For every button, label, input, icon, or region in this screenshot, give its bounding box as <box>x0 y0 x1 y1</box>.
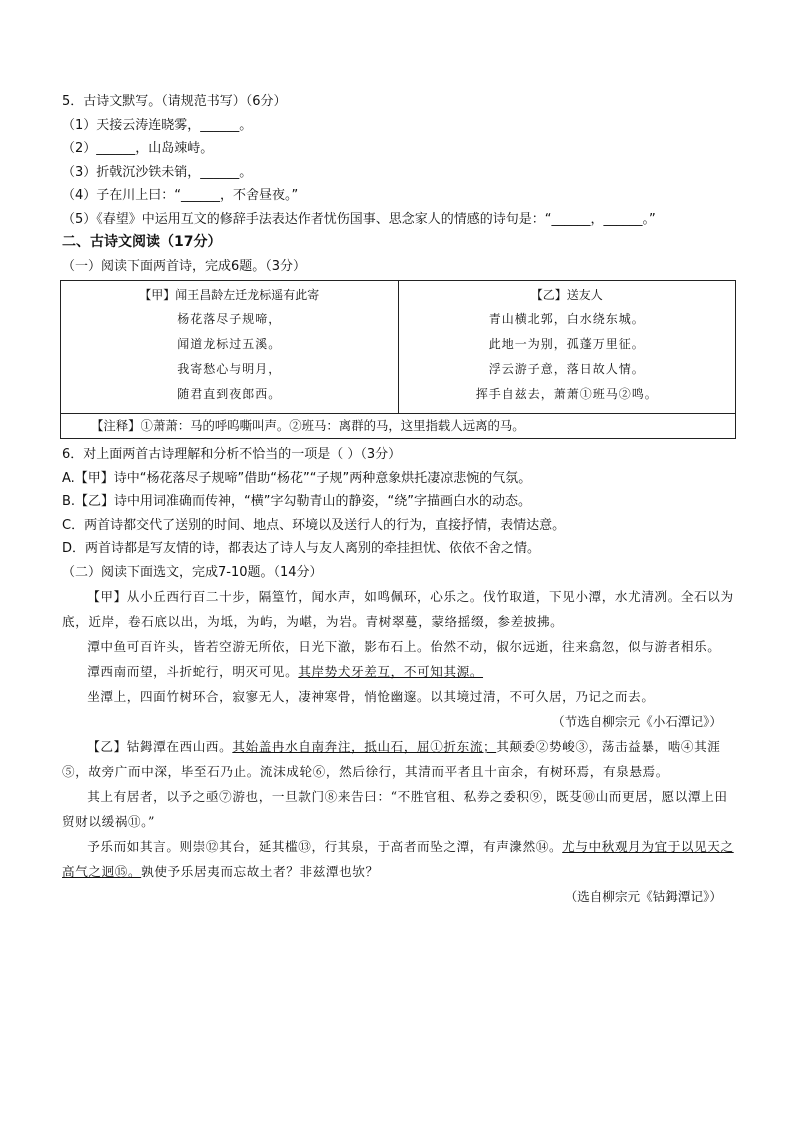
passage-yi-p3 <box>62 834 738 884</box>
passage-yi-p3-rest: 孰使予乐居夷而忘故土者？非兹潭也欤？ <box>141 864 379 879</box>
q5-item-5: （5）《春望》中运用互文的修辞手法表达作者忧伤国事、思念家人的情感的诗句是：“______，______。” <box>62 211 656 227</box>
q6-stem: 6．对上面两首古诗理解和分析不恰当的一项是（ ）（3分） <box>62 447 402 462</box>
passage-yi-p3-underlined: 尤与中秋观月为宜于以见天之高气之迥⑮。 <box>62 839 734 879</box>
section2-part1-heading: （一）阅读下面两首诗，完成6题。（3分） <box>62 258 307 274</box>
passage-yi-p1-start: 【乙】钴鉧潭在西山西。 <box>87 739 233 754</box>
q6-option-d: D．两首诗都是写友情的诗，都表达了诗人与友人离别的牵挂担忧、依依不舍之情。 <box>62 541 541 556</box>
poem-jia-line: 杨花落尽子规啼， <box>177 312 282 326</box>
q6-option-c: C．两首诗都交代了送别的时间、地点、环境以及送行人的行为，直接抒情，表情达意。 <box>62 517 566 533</box>
passage-yi-p3-text: 予乐而如其言。则崇⑫其台，延其槛⑬，行其泉，于高者而坠之潭，有声潨然⑭。 <box>87 839 563 854</box>
poem-jia-line: 随君直到夜郎西。 <box>177 387 282 401</box>
q5-item-4: （4）子在川上曰：“______，不舍昼夜。” <box>62 188 299 203</box>
poem-yi <box>398 281 736 414</box>
passage-yi-p1-underlined: 其始盖冉水自南奔注，抵山石，屈①折东流； <box>232 739 497 754</box>
part2-heading: （二）阅读下面选文，完成7-10题。（14分） <box>62 564 323 580</box>
passage-jia-p3-text: 潭西南而望，斗折蛇行，明灭可见。 <box>87 664 299 679</box>
q6-option-a: A.【甲】诗中“杨花落尽子规啼”借助“杨花”“子规”两种意象烘托凄凉悲惋的气氛。 <box>62 470 532 486</box>
poem-yi-line: 青山横北郭，白水绕东城。 <box>488 312 645 326</box>
section2-heading: 二、古诗文阅读（17分） <box>62 234 222 250</box>
poem-yi-title: 【乙】送友人 <box>530 288 603 302</box>
passage-yi-p1-rest: 其颠委②势峻③，荡击益暴，啮④其涯⑤，故旁广而中深，毕至石乃止。流沫成轮⑥，然后徐行，其清而平者且十亩余，有树环焉，有泉悬焉。 <box>62 739 721 779</box>
passage-yi-p1 <box>62 734 738 784</box>
poem-yi-line: 挥手自兹去，萧萧①班马②鸣。 <box>475 387 658 401</box>
poem-yi-line: 浮云游子意，落日故人情。 <box>488 362 645 376</box>
passage-yi-p2: 其上有居者，以予之亟⑦游也，一旦款门⑧来告曰：“不胜官租、私券之委积⑨，既芟⑩山而更居，愿以潭上田贸财以缓祸⑪。” <box>62 789 728 829</box>
q6-option-b: B.【乙】诗中用词准确而传神，“横”字勾勒青山的静姿，“绕”字描画白水的动态。 <box>62 494 531 509</box>
q5-item-3: （3）折戟沉沙铁未销，______。 <box>62 164 253 180</box>
passage-jia-p2: 潭中鱼可百许头，皆若空游无所依，日光下澈，影布石上。佁然不动，俶尔远逝，往来翕忽，似与游者相乐。 <box>87 639 721 654</box>
poems-note: 【注释】①萧萧：马的呼呜嘶叫声。②班马：离群的马，这里指载人远离的马。 <box>91 418 525 433</box>
poem-jia-line: 闻道龙标过五溪。 <box>177 337 282 351</box>
passage-jia-p1: 【甲】从小丘西行百二十步，隔篁竹，闻水声，如鸣佩环，心乐之。伐竹取道，下见小潭，水尤清冽。全石以为底，近岸，卷石底以出，为坻，为屿，为嵁，为岩。青树翠蔓，蒙络摇缀，参差披拂。 <box>62 589 734 629</box>
q5-item-1: （1）天接云涛连晓雾，______。 <box>62 117 253 133</box>
poem-jia-title: 【甲】闻王昌龄左迁龙标遥有此寄 <box>139 288 320 302</box>
passage-jia-source: （节选自柳宗元《小石潭记》） <box>551 714 722 729</box>
passage-jia-p4: 坐潭上，四面竹树环合，寂寥无人，凄神寒骨，悄怆幽邃。以其境过清，不可久居，乃记之而去。 <box>87 689 655 704</box>
passage-yi-source: （选自柳宗元《钴鉧潭记》） <box>564 889 722 904</box>
poem-jia <box>61 281 399 414</box>
q5-item-2: （2）______，山岛竦峙。 <box>62 141 214 156</box>
passage-jia-p3-underlined: 其岸势犬牙差互，不可知其源。 <box>298 664 484 679</box>
poem-yi-line: 此地一为别，孤蓬万里征。 <box>488 337 645 351</box>
exam-page <box>62 90 738 909</box>
poem-jia-line: 我寄愁心与明月， <box>177 362 282 376</box>
passage-jia-p3 <box>62 659 738 684</box>
poems-table <box>60 280 736 439</box>
q5-title: 5．古诗文默写。（请规范书写）（6分） <box>62 94 287 109</box>
